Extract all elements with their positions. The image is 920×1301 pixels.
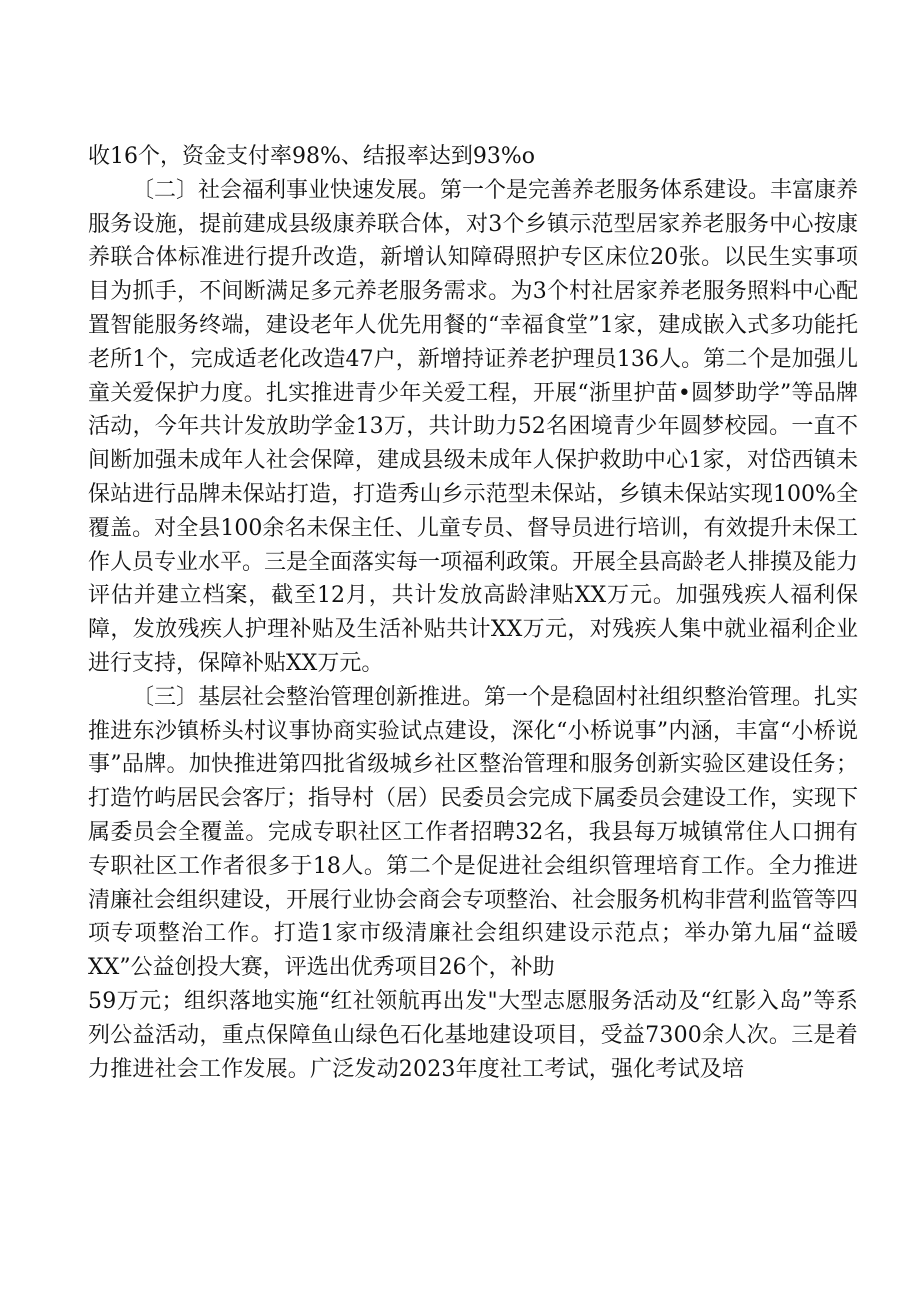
- paragraph-public-welfare-activities: 59万元；组织落地实施“红社领航再出发"大型志愿服务活动及“红影入岛”等系列公益活动，重点保障鱼山绿色石化基地建设项目，受益7300余人次。三是着力推进社会工作发展。广泛发动2023年度社工考试，强化考试及培: [88, 988, 858, 1082]
- paragraph-grassroots-governance: 〔三〕基层社会整治管理创新推进。第一个是稳固村社组织整治管理。扎实推进东沙镇桥头村议事协商实验试点建设，深化“小桥说事”内涵，丰富“小桥说事”品牌。加快推进第四批省级城乡社区整治管理和服务创新实验区建设任务；打造竹屿居民会客厅；指导村（居）民委员会完成下属委员会建设工作，实现下属委员会全覆盖。完成专职社区工作者招聘32名，我县每万城镇常住人口拥有专职社区工作者很多于18人。第二个是促进社会组织管理培育工作。全力推进清廉社会组织建设，开展行业协会商会专项整治、社会服务机构非营利监管等四项专项整治工作。打造1家市级清廉社会组织建设示范点；举办第九届“益暖XX”公益创投大赛，评选出优秀项目26个，补助: [88, 684, 859, 981]
- paragraph-social-welfare: 〔二〕社会福利事业快速发展。第一个是完善养老服务体系建设。丰富康养服务设施，提前建成县级康养联合体，对3个乡镇示范型居家养老服务中心按康养联合体标准进行提升改造，新增认知障碍照护专区床位20张。以民生实事项目为抓手，不间断满足多元养老服务需求。为3个村社居家养老服务照料中心配置智能服务终端，建设老年人优先用餐的“幸福食堂”1家，建成嵌入式多功能托老所1个，完成适老化改造47户，新增持证养老护理员136人。第二个是加强儿童关爱保护力度。扎实推进青少年关爱工程，开展“浙里护苗•圆梦助学”等品牌活动，今年共计发放助学金13万，共计助力52名困境青少年圆梦校园。一直不间断加强未成年人社会保障，建成县级未成年人保护救助中心1家，对岱西镇未保站进行品牌未保站打造，打造秀山乡示范型未保站，乡镇未保站实现100%全覆盖。对全县100余名未保主任、儿童专员、督导员进行培训，有效提升未保工作人员专业水平。三是全面落实每一项福利政策。开展全县高龄老人排摸及能力评估并建立档案，截至12月，共计发放高龄津贴XX万元。加强残疾人福利保障，发放残疾人护理补贴及生活补贴共计XX万元，对残疾人集中就业福利企业进行支持，保障补贴XX万元。: [88, 177, 859, 676]
- document-body: [88, 140, 858, 1086]
- paragraph-intro-tail: 收16个，资金支付率98%、结报率达到93%o: [88, 144, 536, 169]
